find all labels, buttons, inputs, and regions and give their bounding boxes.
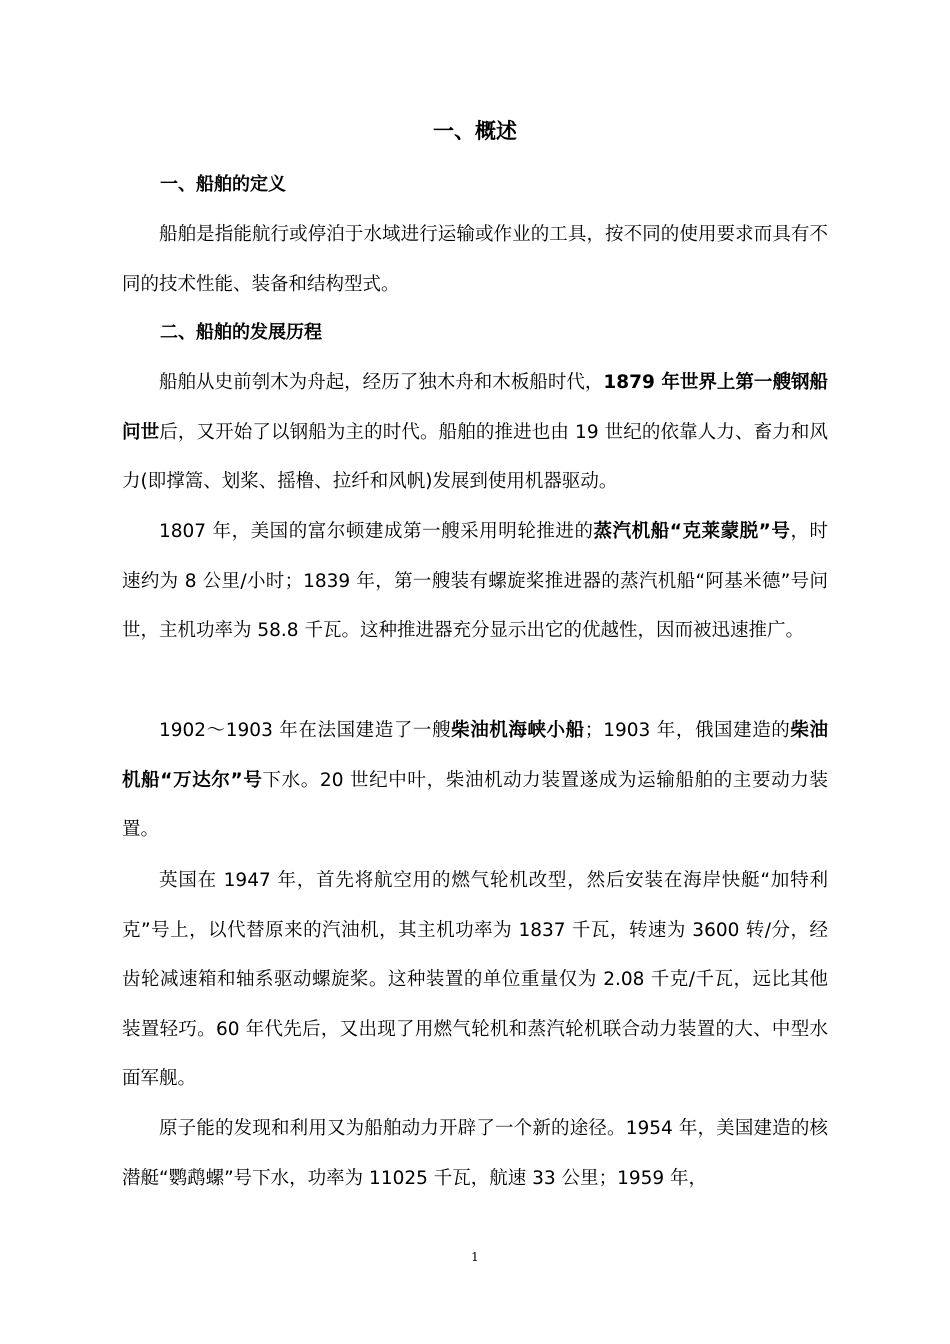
- text-run: 1807 年，美国的富尔顿建成第一艘采用明轮推进的: [159, 521, 594, 542]
- paragraph-history-3: [122, 706, 828, 855]
- paragraph-history-2: [122, 507, 828, 656]
- text-run: 下水。20 世纪中叶，柴油机动力装置遂成为运输船舶的主要动力装置。: [122, 769, 828, 841]
- page-title: 一、概述: [433, 119, 517, 143]
- paragraph-history-1: [122, 358, 828, 507]
- paragraph-history-4: 英国在 1947 年，首先将航空用的燃气轮机改型，然后安装在海岸快艇“加特利克”号上，以代替原来的汽油机，其主机功率为 1837 千瓦，转速为 3600 转/分，经齿轮减速箱和轴系驱动螺旋桨。这种装置的单位重量仅为 2.08 千克/千瓦，远比其他装置轻巧。60 年代先后，又出现了用燃气轮机和蒸汽轮机联合动力装置的大、中型水面军舰。: [122, 870, 828, 1090]
- bold-text-run: 柴油机海峡小船: [451, 720, 585, 741]
- paragraph-history-5: 原子能的发现和利用又为船舶动力开辟了一个新的途径。1954 年，美国建造的核潜艇“鹦鹉螺”号下水，功率为 11025 千瓦，航速 33 公里；1959 年，: [122, 1118, 828, 1189]
- text-run: 船舶从史前刳木为舟起，经历了独木舟和木板船时代，: [159, 372, 604, 393]
- section-heading-definition: 一、船舶的定义: [160, 174, 286, 195]
- text-run: 1902～1903 年在法国建造了一艘: [159, 720, 452, 741]
- bold-text-run: 蒸汽机船“克莱蒙脱”号: [593, 521, 791, 542]
- bold-text-run: 柴油机船“万达尔”号: [122, 720, 828, 791]
- text-run: ，时速约为 8 公里/小时；1839 年，第一艘装有螺旋桨推进器的蒸汽机船“阿基米德”号问世，主机功率为 58.8 千瓦。这种推进器充分显示出它的优越性，因而被迅速推广。: [122, 521, 828, 642]
- bold-text-run: 1879 年世界上第一艘钢船问世: [122, 372, 828, 443]
- text-run: ；1903 年，俄国建造的: [584, 720, 791, 741]
- text-run: 后，又开始了以钢船为主的时代。船舶的推进也由 19 世纪的依靠人力、畜力和风力(即撑篙、划桨、摇橹、拉纤和风帆)发展到使用机器驱动。: [122, 421, 828, 493]
- paragraph-definition: 船舶是指能航行或停泊于水域进行运输或作业的工具，按不同的使用要求而具有不同的技术性能、装备和结构型式。: [122, 224, 828, 295]
- page-number: 1: [471, 1250, 479, 1264]
- section-heading-history: 二、船舶的发展历程: [160, 322, 322, 343]
